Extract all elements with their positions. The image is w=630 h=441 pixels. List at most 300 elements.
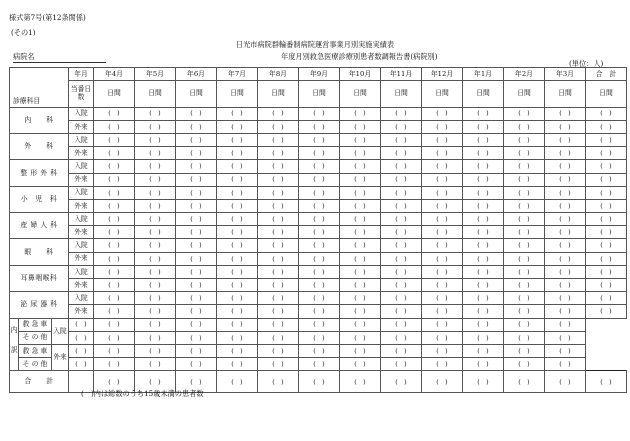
duty-days-cell[interactable]: 日間 <box>217 81 258 107</box>
other-inpatient-value-cell[interactable]: ( ) <box>258 331 299 344</box>
outpatient-value-cell[interactable]: ( ) <box>340 173 381 186</box>
inpatient-value-cell[interactable]: ( ) <box>299 213 340 226</box>
other-outpatient-value-cell[interactable]: ( ) <box>176 358 217 371</box>
ambulance-label: 救 急 車 <box>19 318 52 331</box>
other-outpatient-value-cell[interactable]: ( ) <box>463 358 504 371</box>
ambulance-inpatient-value-cell[interactable]: ( ) <box>94 318 135 331</box>
inpatient-total-cell[interactable]: ( ) <box>586 239 627 252</box>
inpatient-value-cell[interactable]: ( ) <box>504 265 545 278</box>
outpatient-value-cell[interactable]: ( ) <box>545 305 586 318</box>
inpatient-value-cell[interactable]: ( ) <box>299 292 340 305</box>
outpatient-value-cell[interactable]: ( ) <box>299 199 340 212</box>
other-outpatient-value-cell[interactable]: ( ) <box>69 358 94 371</box>
month-header: 年2月 <box>504 68 545 81</box>
inpatient-value-cell[interactable]: ( ) <box>176 213 217 226</box>
outpatient-value-cell[interactable]: ( ) <box>340 226 381 239</box>
other-inpatient-value-cell[interactable]: ( ) <box>135 331 176 344</box>
other-inpatient-value-cell[interactable]: ( ) <box>463 331 504 344</box>
ambulance-inpatient-value-cell[interactable]: ( ) <box>504 318 545 331</box>
grand-total-value-cell[interactable]: ( ) <box>258 371 299 393</box>
outpatient-value-cell[interactable]: ( ) <box>545 252 586 265</box>
inpatient-value-cell[interactable]: ( ) <box>258 133 299 146</box>
outpatient-value-cell[interactable]: ( ) <box>381 199 422 212</box>
outpatient-value-cell[interactable]: ( ) <box>463 199 504 212</box>
inpatient-value-cell[interactable]: ( ) <box>422 239 463 252</box>
outpatient-value-cell[interactable]: ( ) <box>463 173 504 186</box>
inpatient-value-cell[interactable]: ( ) <box>94 107 135 120</box>
outpatient-total-cell[interactable]: ( ) <box>586 252 627 265</box>
other-outpatient-value-cell[interactable]: ( ) <box>340 358 381 371</box>
outpatient-value-cell[interactable]: ( ) <box>463 147 504 160</box>
outpatient-value-cell[interactable]: ( ) <box>422 199 463 212</box>
department-label: 外 科 <box>10 133 69 159</box>
ambulance-inpatient-total-cell[interactable]: ( ) <box>545 318 586 331</box>
grand-total-value-cell[interactable]: ( ) <box>422 371 463 393</box>
inpatient-value-cell[interactable]: ( ) <box>299 186 340 199</box>
outpatient-value-cell[interactable]: ( ) <box>381 173 422 186</box>
inpatient-value-cell[interactable]: ( ) <box>463 292 504 305</box>
inpatient-total-cell[interactable]: ( ) <box>586 213 627 226</box>
outpatient-value-cell[interactable]: ( ) <box>135 199 176 212</box>
ambulance-outpatient-value-cell[interactable]: ( ) <box>299 344 340 357</box>
ambulance-outpatient-value-cell[interactable]: ( ) <box>217 344 258 357</box>
department-label: 整 形 外 科 <box>10 160 69 186</box>
inpatient-total-cell[interactable]: ( ) <box>586 107 627 120</box>
outpatient-value-cell[interactable]: ( ) <box>176 120 217 133</box>
inpatient-value-cell[interactable]: ( ) <box>258 292 299 305</box>
outpatient-value-cell[interactable]: ( ) <box>176 252 217 265</box>
inpatient-value-cell[interactable]: ( ) <box>176 239 217 252</box>
outpatient-value-cell[interactable]: ( ) <box>545 173 586 186</box>
inpatient-value-cell[interactable]: ( ) <box>299 107 340 120</box>
outpatient-value-cell[interactable]: ( ) <box>217 173 258 186</box>
inpatient-value-cell[interactable]: ( ) <box>545 160 586 173</box>
outpatient-value-cell[interactable]: ( ) <box>94 120 135 133</box>
ambulance-inpatient-value-cell[interactable]: ( ) <box>258 318 299 331</box>
outpatient-value-cell[interactable]: ( ) <box>381 120 422 133</box>
grand-total-value-cell[interactable]: ( ) <box>504 371 545 393</box>
outpatient-value-cell[interactable]: ( ) <box>217 226 258 239</box>
month-header: 年11月 <box>381 68 422 81</box>
inpatient-value-cell[interactable]: ( ) <box>422 292 463 305</box>
inpatient-value-cell[interactable]: ( ) <box>381 186 422 199</box>
outpatient-value-cell[interactable]: ( ) <box>422 173 463 186</box>
inpatient-value-cell[interactable]: ( ) <box>422 213 463 226</box>
inpatient-value-cell[interactable]: ( ) <box>504 292 545 305</box>
duty-days-cell[interactable]: 日間 <box>545 81 586 107</box>
ambulance-inpatient-value-cell[interactable]: ( ) <box>135 318 176 331</box>
outpatient-value-cell[interactable]: ( ) <box>340 147 381 160</box>
inpatient-value-cell[interactable]: ( ) <box>135 292 176 305</box>
inpatient-value-cell[interactable]: ( ) <box>135 239 176 252</box>
duty-days-cell[interactable]: 日間 <box>504 81 545 107</box>
outpatient-value-cell[interactable]: ( ) <box>94 305 135 318</box>
outpatient-value-cell[interactable]: ( ) <box>176 305 217 318</box>
outpatient-value-cell[interactable]: ( ) <box>299 147 340 160</box>
outpatient-value-cell[interactable]: ( ) <box>340 252 381 265</box>
outpatient-value-cell[interactable]: ( ) <box>504 252 545 265</box>
inpatient-value-cell[interactable]: ( ) <box>340 160 381 173</box>
outpatient-value-cell[interactable]: ( ) <box>94 173 135 186</box>
duty-days-cell[interactable]: 日間 <box>340 81 381 107</box>
ambulance-inpatient-value-cell[interactable]: ( ) <box>422 318 463 331</box>
outpatient-value-cell[interactable]: ( ) <box>545 279 586 292</box>
other-outpatient-value-cell[interactable]: ( ) <box>422 358 463 371</box>
inpatient-value-cell[interactable]: ( ) <box>135 107 176 120</box>
outpatient-total-cell[interactable]: ( ) <box>586 147 627 160</box>
inpatient-value-cell[interactable]: ( ) <box>504 186 545 199</box>
other-outpatient-value-cell[interactable]: ( ) <box>217 358 258 371</box>
inpatient-value-cell[interactable]: ( ) <box>176 292 217 305</box>
inpatient-value-cell[interactable]: ( ) <box>504 160 545 173</box>
duty-days-cell[interactable]: 日間 <box>299 81 340 107</box>
inpatient-value-cell[interactable]: ( ) <box>135 213 176 226</box>
other-outpatient-value-cell[interactable]: ( ) <box>94 358 135 371</box>
outpatient-value-cell[interactable]: ( ) <box>135 226 176 239</box>
grand-total-total-cell[interactable]: ( ) <box>586 371 627 393</box>
grand-total-value-cell[interactable]: ( ) <box>545 371 586 393</box>
other-inpatient-value-cell[interactable]: ( ) <box>340 331 381 344</box>
outpatient-value-cell[interactable]: ( ) <box>94 226 135 239</box>
outpatient-value-cell[interactable]: ( ) <box>258 147 299 160</box>
other-outpatient-value-cell[interactable]: ( ) <box>258 358 299 371</box>
inpatient-value-cell[interactable]: ( ) <box>176 265 217 278</box>
outpatient-value-cell[interactable]: ( ) <box>94 279 135 292</box>
outpatient-value-cell[interactable]: ( ) <box>258 226 299 239</box>
outpatient-value-cell[interactable]: ( ) <box>381 252 422 265</box>
outpatient-value-cell[interactable]: ( ) <box>340 120 381 133</box>
outpatient-value-cell[interactable]: ( ) <box>504 147 545 160</box>
other-outpatient-value-cell[interactable]: ( ) <box>381 358 422 371</box>
inpatient-value-cell[interactable]: ( ) <box>217 133 258 146</box>
outpatient-value-cell[interactable]: ( ) <box>217 199 258 212</box>
outpatient-value-cell[interactable]: ( ) <box>258 120 299 133</box>
grand-total-value-cell[interactable]: ( ) <box>217 371 258 393</box>
inpatient-total-cell[interactable]: ( ) <box>586 292 627 305</box>
month-header: 年5月 <box>135 68 176 81</box>
other-inpatient-value-cell[interactable]: ( ) <box>94 331 135 344</box>
outpatient-value-cell[interactable]: ( ) <box>299 226 340 239</box>
ambulance-outpatient-value-cell[interactable]: ( ) <box>422 344 463 357</box>
inpatient-value-cell[interactable]: ( ) <box>217 265 258 278</box>
outpatient-value-cell[interactable]: ( ) <box>135 305 176 318</box>
outpatient-value-cell[interactable]: ( ) <box>463 305 504 318</box>
duty-days-cell[interactable]: 日間 <box>135 81 176 107</box>
inpatient-value-cell[interactable]: ( ) <box>381 160 422 173</box>
inpatient-value-cell[interactable]: ( ) <box>258 107 299 120</box>
inpatient-value-cell[interactable]: ( ) <box>381 265 422 278</box>
inpatient-value-cell[interactable]: ( ) <box>340 239 381 252</box>
outpatient-total-cell[interactable]: ( ) <box>586 199 627 212</box>
inpatient-value-cell[interactable]: ( ) <box>258 186 299 199</box>
outpatient-value-cell[interactable]: ( ) <box>504 279 545 292</box>
duty-days-cell[interactable]: 日間 <box>381 81 422 107</box>
outpatient-value-cell[interactable]: ( ) <box>381 305 422 318</box>
inpatient-value-cell[interactable]: ( ) <box>217 292 258 305</box>
inpatient-value-cell[interactable]: ( ) <box>176 160 217 173</box>
outpatient-value-cell[interactable]: ( ) <box>545 120 586 133</box>
inpatient-value-cell[interactable]: ( ) <box>463 239 504 252</box>
other-label: そ の 他 <box>19 358 52 371</box>
inpatient-value-cell[interactable]: ( ) <box>463 160 504 173</box>
outpatient-value-cell[interactable]: ( ) <box>504 173 545 186</box>
duty-days-cell[interactable]: 日間 <box>94 81 135 107</box>
ambulance-outpatient-value-cell[interactable]: ( ) <box>258 344 299 357</box>
inpatient-value-cell[interactable]: ( ) <box>381 292 422 305</box>
outpatient-label: 外来 <box>69 147 94 160</box>
outpatient-value-cell[interactable]: ( ) <box>422 120 463 133</box>
other-inpatient-value-cell[interactable]: ( ) <box>381 331 422 344</box>
inpatient-value-cell[interactable]: ( ) <box>340 213 381 226</box>
outpatient-value-cell[interactable]: ( ) <box>504 226 545 239</box>
outpatient-value-cell[interactable]: ( ) <box>545 147 586 160</box>
outpatient-total-cell[interactable]: ( ) <box>586 173 627 186</box>
inpatient-value-cell[interactable]: ( ) <box>176 133 217 146</box>
outpatient-value-cell[interactable]: ( ) <box>299 120 340 133</box>
other-outpatient-value-cell[interactable]: ( ) <box>299 358 340 371</box>
outpatient-value-cell[interactable]: ( ) <box>381 279 422 292</box>
inpatient-value-cell[interactable]: ( ) <box>504 213 545 226</box>
ambulance-inpatient-value-cell[interactable]: ( ) <box>176 318 217 331</box>
inpatient-value-cell[interactable]: ( ) <box>504 133 545 146</box>
outpatient-value-cell[interactable]: ( ) <box>135 252 176 265</box>
outpatient-value-cell[interactable]: ( ) <box>422 226 463 239</box>
inpatient-total-cell[interactable]: ( ) <box>586 160 627 173</box>
outpatient-value-cell[interactable]: ( ) <box>340 199 381 212</box>
inpatient-total-cell[interactable]: ( ) <box>586 186 627 199</box>
inpatient-value-cell[interactable]: ( ) <box>299 265 340 278</box>
inpatient-value-cell[interactable]: ( ) <box>422 133 463 146</box>
inpatient-value-cell[interactable]: ( ) <box>94 160 135 173</box>
outpatient-value-cell[interactable]: ( ) <box>422 147 463 160</box>
inpatient-value-cell[interactable]: ( ) <box>299 133 340 146</box>
outpatient-value-cell[interactable]: ( ) <box>340 279 381 292</box>
ambulance-outpatient-value-cell[interactable]: ( ) <box>463 344 504 357</box>
outpatient-value-cell[interactable]: ( ) <box>422 252 463 265</box>
other-inpatient-value-cell[interactable]: ( ) <box>422 331 463 344</box>
other-outpatient-total-cell[interactable]: ( ) <box>545 358 586 371</box>
outpatient-total-cell[interactable]: ( ) <box>586 305 627 318</box>
inpatient-value-cell[interactable]: ( ) <box>381 107 422 120</box>
outpatient-value-cell[interactable]: ( ) <box>217 147 258 160</box>
duty-days-cell[interactable]: 日間 <box>463 81 504 107</box>
inpatient-value-cell[interactable]: ( ) <box>463 186 504 199</box>
inpatient-value-cell[interactable]: ( ) <box>135 186 176 199</box>
other-outpatient-value-cell[interactable]: ( ) <box>504 358 545 371</box>
ambulance-inpatient-value-cell[interactable]: ( ) <box>381 318 422 331</box>
outpatient-value-cell[interactable]: ( ) <box>340 305 381 318</box>
inpatient-value-cell[interactable]: ( ) <box>258 265 299 278</box>
outpatient-value-cell[interactable]: ( ) <box>176 226 217 239</box>
outpatient-value-cell[interactable]: ( ) <box>504 305 545 318</box>
inpatient-value-cell[interactable]: ( ) <box>422 160 463 173</box>
inpatient-value-cell[interactable]: ( ) <box>94 213 135 226</box>
outpatient-value-cell[interactable]: ( ) <box>258 252 299 265</box>
grand-total-value-cell[interactable]: ( ) <box>135 371 176 393</box>
outpatient-value-cell[interactable]: ( ) <box>217 252 258 265</box>
outpatient-value-cell[interactable]: ( ) <box>135 279 176 292</box>
inpatient-value-cell[interactable]: ( ) <box>545 292 586 305</box>
outpatient-total-cell[interactable]: ( ) <box>586 279 627 292</box>
outpatient-total-cell[interactable]: ( ) <box>586 120 627 133</box>
other-inpatient-value-cell[interactable]: ( ) <box>217 331 258 344</box>
inpatient-value-cell[interactable]: ( ) <box>545 213 586 226</box>
ambulance-outpatient-value-cell[interactable]: ( ) <box>381 344 422 357</box>
inpatient-value-cell[interactable]: ( ) <box>463 265 504 278</box>
ambulance-inpatient-value-cell[interactable]: ( ) <box>463 318 504 331</box>
other-inpatient-value-cell[interactable]: ( ) <box>504 331 545 344</box>
corner-dept-label: 診療科目 <box>13 96 41 105</box>
outpatient-value-cell[interactable]: ( ) <box>299 279 340 292</box>
inpatient-value-cell[interactable]: ( ) <box>463 133 504 146</box>
inpatient-value-cell[interactable]: ( ) <box>504 107 545 120</box>
inpatient-value-cell[interactable]: ( ) <box>504 239 545 252</box>
outpatient-value-cell[interactable]: ( ) <box>258 279 299 292</box>
inpatient-value-cell[interactable]: ( ) <box>176 107 217 120</box>
inpatient-value-cell[interactable]: ( ) <box>381 133 422 146</box>
outpatient-value-cell[interactable]: ( ) <box>135 147 176 160</box>
ambulance-outpatient-value-cell[interactable]: ( ) <box>504 344 545 357</box>
inpatient-value-cell[interactable]: ( ) <box>545 107 586 120</box>
inpatient-value-cell[interactable]: ( ) <box>94 239 135 252</box>
grand-total-value-cell[interactable]: ( ) <box>299 371 340 393</box>
facility-name-field[interactable]: 病院名 <box>13 52 106 63</box>
ambulance-inpatient-value-cell[interactable]: ( ) <box>217 318 258 331</box>
inpatient-value-cell[interactable]: ( ) <box>545 133 586 146</box>
grand-total-value-cell[interactable]: ( ) <box>463 371 504 393</box>
outpatient-value-cell[interactable]: ( ) <box>299 305 340 318</box>
ambulance-outpatient-value-cell[interactable]: ( ) <box>69 344 94 357</box>
outpatient-value-cell[interactable]: ( ) <box>463 252 504 265</box>
inpatient-value-cell[interactable]: ( ) <box>217 186 258 199</box>
inpatient-value-cell[interactable]: ( ) <box>340 292 381 305</box>
ambulance-outpatient-value-cell[interactable]: ( ) <box>340 344 381 357</box>
ambulance-outpatient-total-cell[interactable]: ( ) <box>545 344 586 357</box>
grand-total-value-cell[interactable]: ( ) <box>340 371 381 393</box>
inpatient-value-cell[interactable]: ( ) <box>94 265 135 278</box>
outpatient-value-cell[interactable]: ( ) <box>463 226 504 239</box>
outpatient-value-cell[interactable]: ( ) <box>545 199 586 212</box>
inpatient-value-cell[interactable]: ( ) <box>422 265 463 278</box>
inpatient-value-cell[interactable]: ( ) <box>381 213 422 226</box>
inpatient-value-cell[interactable]: ( ) <box>422 107 463 120</box>
outpatient-value-cell[interactable]: ( ) <box>176 173 217 186</box>
outpatient-value-cell[interactable]: ( ) <box>545 226 586 239</box>
duty-days-cell[interactable]: 日間 <box>422 81 463 107</box>
duty-days-cell[interactable]: 日間 <box>258 81 299 107</box>
outpatient-value-cell[interactable]: ( ) <box>422 305 463 318</box>
inpatient-value-cell[interactable]: ( ) <box>135 265 176 278</box>
inpatient-value-cell[interactable]: ( ) <box>135 133 176 146</box>
inpatient-value-cell[interactable]: ( ) <box>463 107 504 120</box>
outpatient-value-cell[interactable]: ( ) <box>176 199 217 212</box>
inpatient-value-cell[interactable]: ( ) <box>258 160 299 173</box>
grand-total-value-cell[interactable]: ( ) <box>381 371 422 393</box>
ambulance-inpatient-value-cell[interactable]: ( ) <box>69 318 94 331</box>
month-header: 年10月 <box>340 68 381 81</box>
outpatient-value-cell[interactable]: ( ) <box>504 120 545 133</box>
grand-total-value-cell[interactable]: ( ) <box>176 371 217 393</box>
outpatient-value-cell[interactable]: ( ) <box>94 252 135 265</box>
inpatient-value-cell[interactable]: ( ) <box>299 160 340 173</box>
inpatient-value-cell[interactable]: ( ) <box>258 239 299 252</box>
ambulance-inpatient-value-cell[interactable]: ( ) <box>340 318 381 331</box>
inpatient-value-cell[interactable]: ( ) <box>135 160 176 173</box>
outpatient-value-cell[interactable]: ( ) <box>463 120 504 133</box>
inpatient-value-cell[interactable]: ( ) <box>381 239 422 252</box>
duty-days-cell[interactable]: 日間 <box>176 81 217 107</box>
outpatient-value-cell[interactable]: ( ) <box>422 279 463 292</box>
grand-total-value-cell[interactable]: ( ) <box>94 371 135 393</box>
outpatient-value-cell[interactable]: ( ) <box>217 120 258 133</box>
inpatient-value-cell[interactable]: ( ) <box>340 107 381 120</box>
outpatient-value-cell[interactable]: ( ) <box>217 305 258 318</box>
outpatient-value-cell[interactable]: ( ) <box>176 147 217 160</box>
inpatient-value-cell[interactable]: ( ) <box>217 107 258 120</box>
outpatient-value-cell[interactable]: ( ) <box>258 173 299 186</box>
inpatient-value-cell[interactable]: ( ) <box>340 265 381 278</box>
inpatient-value-cell[interactable]: ( ) <box>217 213 258 226</box>
inpatient-value-cell[interactable]: ( ) <box>94 186 135 199</box>
inpatient-total-cell[interactable]: ( ) <box>586 265 627 278</box>
ambulance-outpatient-value-cell[interactable]: ( ) <box>94 344 135 357</box>
outpatient-value-cell[interactable]: ( ) <box>258 305 299 318</box>
outpatient-value-cell[interactable]: ( ) <box>176 279 217 292</box>
inpatient-value-cell[interactable]: ( ) <box>258 213 299 226</box>
outpatient-value-cell[interactable]: ( ) <box>504 199 545 212</box>
other-inpatient-value-cell[interactable]: ( ) <box>176 331 217 344</box>
outpatient-value-cell[interactable]: ( ) <box>381 147 422 160</box>
other-inpatient-value-cell[interactable]: ( ) <box>69 331 94 344</box>
report-title: 日光市病院群輪番制病院運営事業月別実施実績表 <box>235 40 395 49</box>
inpatient-value-cell[interactable]: ( ) <box>94 133 135 146</box>
other-inpatient-value-cell[interactable]: ( ) <box>299 331 340 344</box>
ambulance-outpatient-value-cell[interactable]: ( ) <box>135 344 176 357</box>
inpatient-value-cell[interactable]: ( ) <box>176 186 217 199</box>
month-header: 年7月 <box>217 68 258 81</box>
outpatient-value-cell[interactable]: ( ) <box>217 279 258 292</box>
inpatient-value-cell[interactable]: ( ) <box>94 292 135 305</box>
outpatient-value-cell[interactable]: ( ) <box>135 120 176 133</box>
ambulance-inpatient-value-cell[interactable]: ( ) <box>299 318 340 331</box>
other-outpatient-value-cell[interactable]: ( ) <box>135 358 176 371</box>
outpatient-value-cell[interactable]: ( ) <box>94 147 135 160</box>
inpatient-value-cell[interactable]: ( ) <box>340 133 381 146</box>
outpatient-value-cell[interactable]: ( ) <box>463 279 504 292</box>
inpatient-value-cell[interactable]: ( ) <box>545 265 586 278</box>
outpatient-value-cell[interactable]: ( ) <box>381 226 422 239</box>
inpatient-value-cell[interactable]: ( ) <box>545 186 586 199</box>
outpatient-total-cell[interactable]: ( ) <box>586 226 627 239</box>
outpatient-value-cell[interactable]: ( ) <box>299 252 340 265</box>
ambulance-outpatient-value-cell[interactable]: ( ) <box>176 344 217 357</box>
outpatient-value-cell[interactable]: ( ) <box>258 199 299 212</box>
inpatient-value-cell[interactable]: ( ) <box>217 160 258 173</box>
outpatient-label: 外来 <box>69 252 94 265</box>
inpatient-value-cell[interactable]: ( ) <box>545 239 586 252</box>
inpatient-value-cell[interactable]: ( ) <box>217 239 258 252</box>
outpatient-value-cell[interactable]: ( ) <box>299 173 340 186</box>
inpatient-value-cell[interactable]: ( ) <box>299 239 340 252</box>
inpatient-value-cell[interactable]: ( ) <box>463 213 504 226</box>
outpatient-value-cell[interactable]: ( ) <box>135 173 176 186</box>
other-inpatient-total-cell[interactable]: ( ) <box>545 331 586 344</box>
outpatient-value-cell[interactable]: ( ) <box>94 199 135 212</box>
inpatient-value-cell[interactable]: ( ) <box>340 186 381 199</box>
duty-days-total-cell[interactable]: 日間 <box>586 81 627 107</box>
inpatient-value-cell[interactable]: ( ) <box>422 186 463 199</box>
inpatient-total-cell[interactable]: ( ) <box>586 133 627 146</box>
